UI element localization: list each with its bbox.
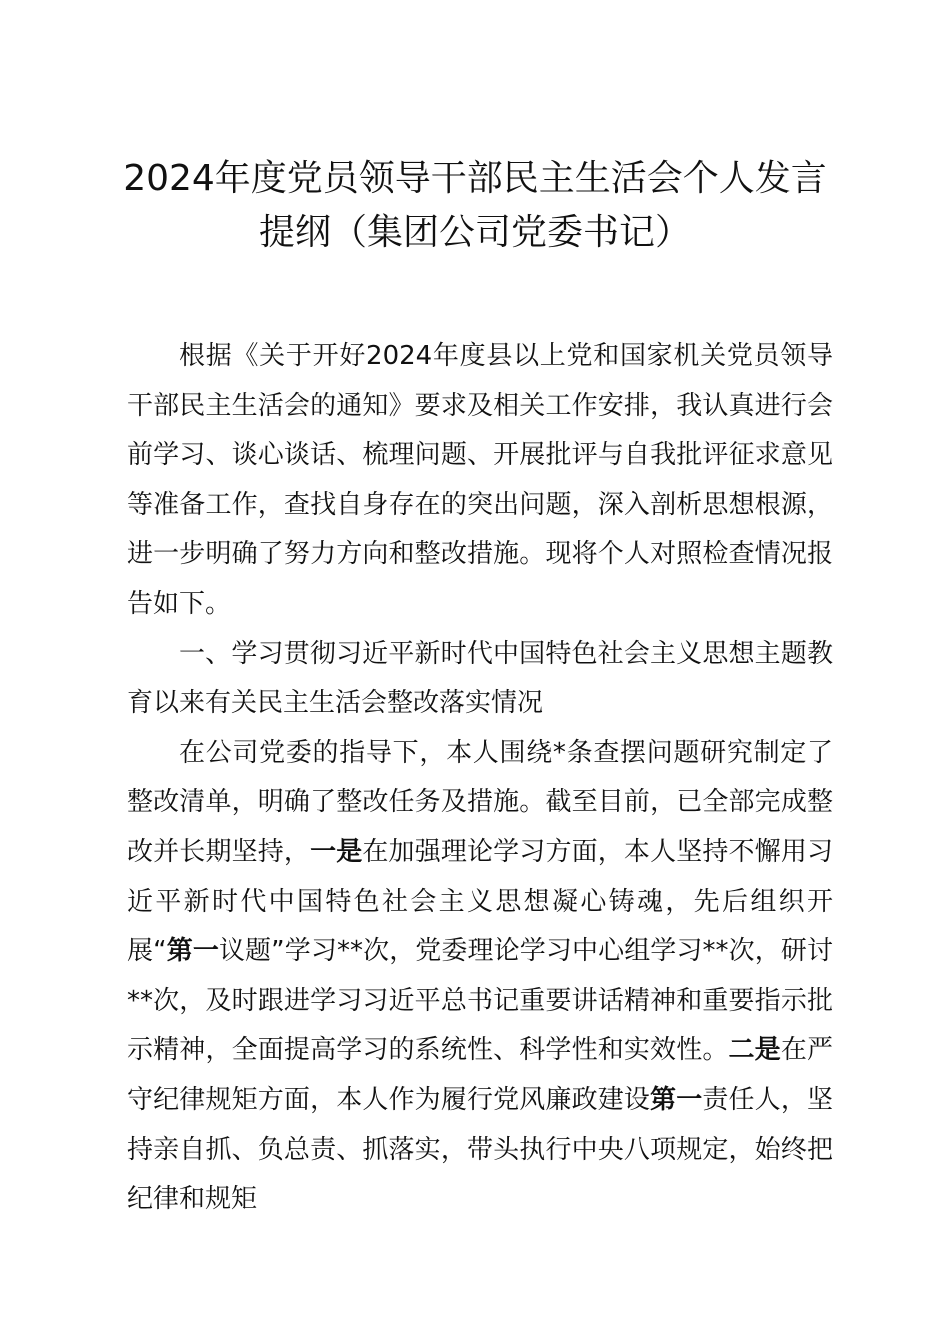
title-line-2: 提纲（集团公司党委书记） <box>258 212 691 253</box>
section-paragraph-1 <box>127 729 833 1225</box>
section-heading-1: 一、学习贯彻习近平新时代中国特色社会主义思想主题教育以来有关民主生活会整改落实情况 <box>127 638 833 719</box>
document-title <box>100 152 850 260</box>
bold-marker: 第一 <box>650 1084 703 1115</box>
title-line-1: 2024年度党员领导干部民主生活会个人发言 <box>123 158 827 199</box>
bold-marker: 第一 <box>166 936 219 967</box>
intro-paragraph: 根据《关于开好2024年度县以上党和国家机关党员领导干部民主生活会的通知》要求及相关工作安排，我认真进行会前学习、谈心谈话、梳理问题、开展批评与自我批评征求意见等准备工作，查找自身存在的突出问题，深入剖析思想根源，进一步明确了努力方向和整改措施。现将个人对照检查情况报告如下。 <box>127 341 833 619</box>
text-segment: 议题”学习**次，党委理论学习中心组学习**次，研讨**次，及时跟进学习习近平总书记重要讲话精神和重要指示批示精神，全面提高学习的系统性、科学性和实效性。 <box>127 936 833 1066</box>
bold-marker: 二是 <box>728 1035 781 1066</box>
text-segment: 责任人，坚持亲自抓、负总责、抓落实，带头执行中央八项规定，始终把纪律和规矩 <box>127 1084 833 1215</box>
text-segment: 在严守纪律规矩方面，本人作为履行党风廉政建设 <box>127 1035 833 1115</box>
text-segment: 在公司党委的指导下，本人围绕*条查摆问题研究制定了整改清单，明确了整改任务及措施。截至目前，已全部完成整改并长期坚持， <box>127 737 833 867</box>
bold-marker: 一是 <box>310 836 363 867</box>
document-body <box>127 332 833 1225</box>
text-segment: 在加强理论学习方面，本人坚持不懈用习近平新时代中国特色社会主义思想凝心铸魂，先后组织开展“ <box>127 836 833 967</box>
